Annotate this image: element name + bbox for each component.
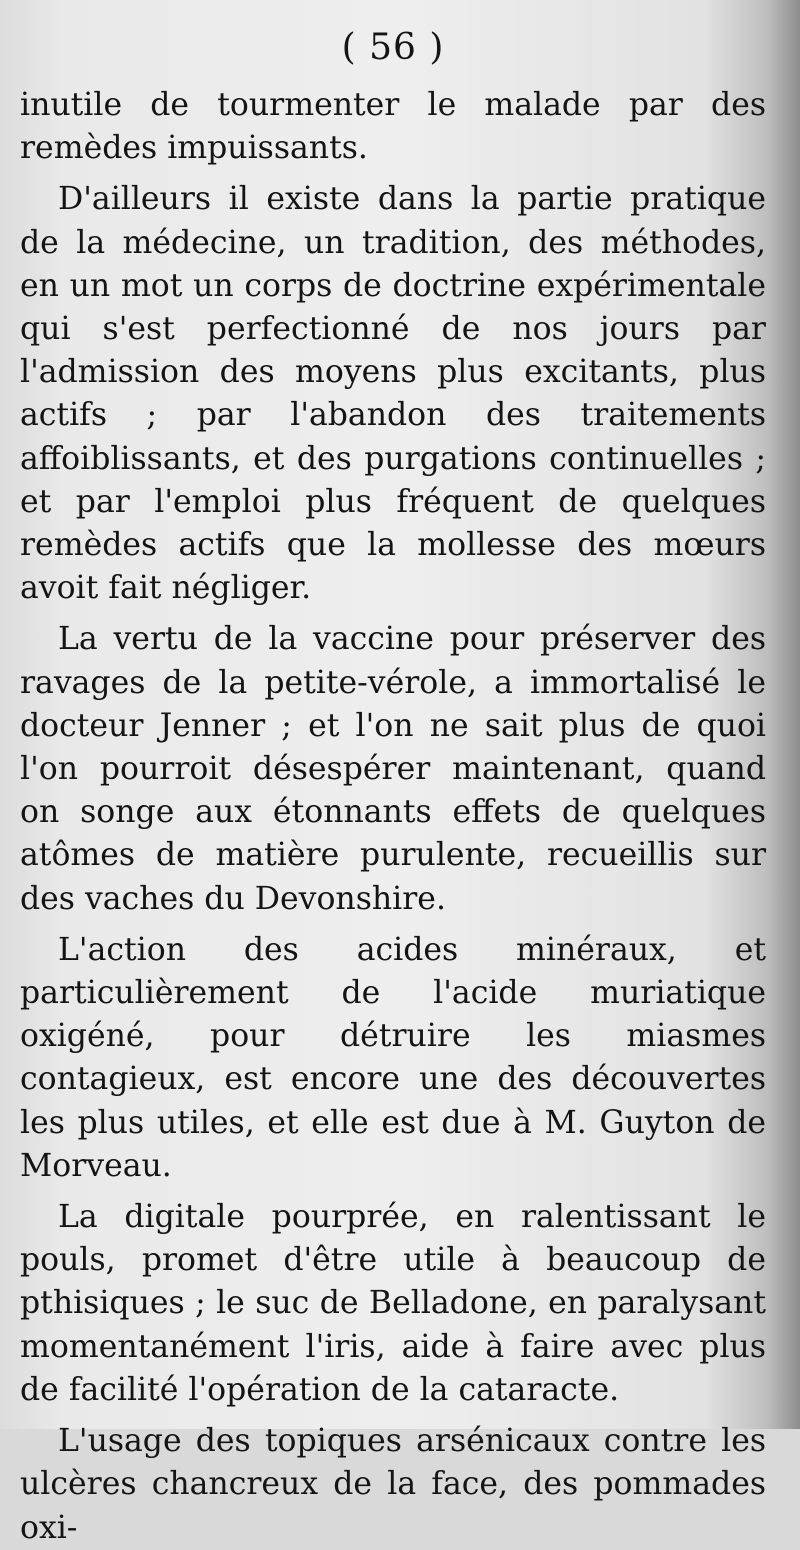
paragraph-mineral-acids: L'action des acides minéraux, et particulièrement de l'acide muriatique oxigéné, pour détruire les miasmes contagieux, est encore une des découvertes les plus utiles, et elle est due à M. Guyton de Morveau. [20, 931, 766, 1184]
paragraph-vaccine: La vertu de la vaccine pour préserver des ravages de la petite-vérole, a immortalisé le docteur Jenner ; et l'on ne sait plus de quoi l'on pourroit désespérer maintenant, quand on songe aux étonnants effets de quelques atômes de matière purulente, recueillis sur des vaches du Devonshire. [20, 621, 766, 917]
page-number: ( 56 ) [341, 27, 445, 68]
paragraph-arsenical-topics: L'usage des topiques arsénicaux contre les ulcères chancreux de la face, des pommades oxi- [20, 1423, 766, 1546]
paragraph-digitalis: La digitale pourprée, en ralentissant le pouls, promet d'être utile à beaucoup de pthisiques ; le suc de Belladone, en paralysant momentanément l'iris, aide à faire avec plus de facilité l'opération de la cataracte. [20, 1199, 766, 1408]
paragraph-medical-tradition: D'ailleurs il existe dans la partie pratique de la médecine, un tradition, des méthodes, en un mot un corps de doctrine expérimentale qui s'est perfectionné de nos jours par l'admission des moyens plus excitants, plus actifs ; par l'abandon des traitements affoiblissants, et des purgations continuelles ; et par l'emploi plus fréquent de quelques remèdes actifs que la mollesse des mœurs avoit fait négliger. [20, 181, 766, 607]
paragraph-continuation: inutile de tourmenter le malade par des remèdes impuissants. [20, 87, 766, 167]
